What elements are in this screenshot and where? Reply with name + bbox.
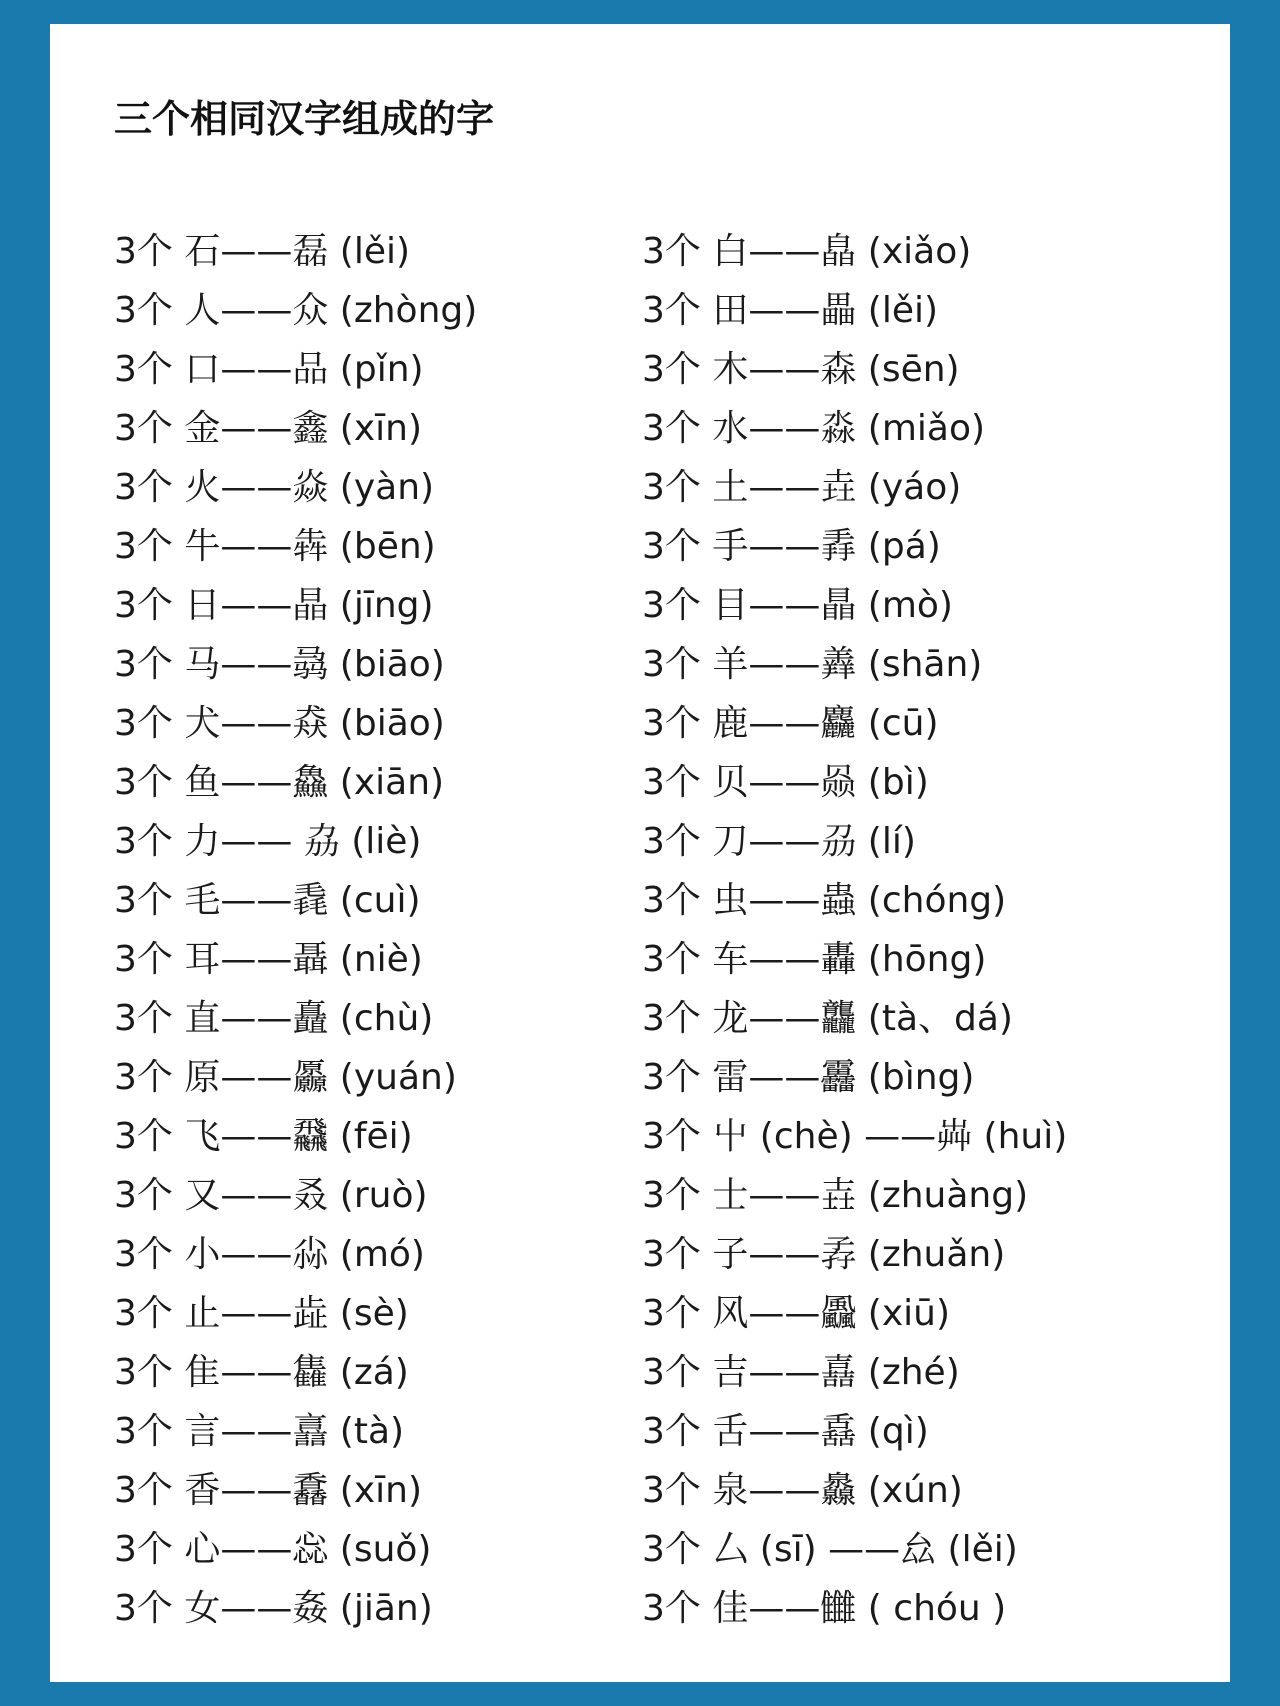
character-entry: 3个 原——厵 (yuán) (114, 1057, 457, 1098)
character-entry: 3个 飞——飝 (fēi) (114, 1116, 413, 1157)
character-entry: 3个 牛——犇 (bēn) (114, 526, 436, 567)
character-entry: 3个 石——磊 (lěi) (114, 231, 411, 272)
character-entry: 3个 隹——雥 (zá) (114, 1352, 409, 1393)
character-entry: 3个 心——惢 (suǒ) (114, 1529, 432, 1570)
character-entry: 3个 刀——刕 (lí) (642, 821, 916, 862)
character-entry: 3个 龙——龘 (tà、dá) (642, 998, 1013, 1039)
content-card (50, 24, 1230, 1682)
character-entry: 3个 白——皛 (xiǎo) (642, 231, 972, 272)
character-entry: 3个 佳——雦 ( chóu ) (642, 1588, 1007, 1629)
character-entry: 3个 鹿——麤 (cū) (642, 703, 939, 744)
character-entry: 3个 厶 (sī) ——厽 (lěi) (642, 1529, 1018, 1570)
character-entry: 3个 日——晶 (jīng) (114, 585, 434, 626)
character-entry: 3个 舌——舙 (qì) (642, 1411, 929, 1452)
character-entry: 3个 鱼——鱻 (xiān) (114, 762, 445, 803)
character-entry: 3个 吉——嚞 (zhé) (642, 1352, 960, 1393)
character-entry: 3个 人——众 (zhòng) (114, 290, 478, 331)
character-entry: 3个 木——森 (sēn) (642, 349, 960, 390)
character-entry: 3个 口——品 (pǐn) (114, 349, 424, 390)
character-entry: 3个 土——垚 (yáo) (642, 467, 962, 508)
character-entry: 3个 香——馫 (xīn) (114, 1470, 423, 1511)
character-entry: 3个 手——掱 (pá) (642, 526, 941, 567)
character-entry: 3个 直——矗 (chù) (114, 998, 434, 1039)
character-entry: 3个 贝——赑 (bì) (642, 762, 929, 803)
character-entry: 3个 金——鑫 (xīn) (114, 408, 423, 449)
character-entry: 3个 雷——靐 (bìng) (642, 1057, 975, 1098)
character-entry: 3个 水——淼 (miǎo) (642, 408, 986, 449)
character-entry: 3个 火——焱 (yàn) (114, 467, 435, 508)
character-entry: 3个 田——畾 (lěi) (642, 290, 939, 331)
column-right (642, 222, 1067, 1638)
character-entry: 3个 耳——聶 (niè) (114, 939, 423, 980)
character-entry: 3个 羊——羴 (shān) (642, 644, 983, 685)
character-entry: 3个 女——姦 (jiān) (114, 1588, 433, 1629)
character-entry: 3个 又——叒 (ruò) (114, 1175, 428, 1216)
page-title: 三个相同汉字组成的字 (114, 97, 495, 141)
character-entry: 3个 子——孨 (zhuǎn) (642, 1234, 1006, 1275)
character-entry: 3个 虫——蟲 (chóng) (642, 880, 1007, 921)
character-entry: 3个 马——骉 (biāo) (114, 644, 445, 685)
character-entry: 3个 泉——灥 (xún) (642, 1470, 963, 1511)
column-left (114, 222, 477, 1638)
character-entry: 3个 士——壵 (zhuàng) (642, 1175, 1029, 1216)
character-entry: 3个 止——歮 (sè) (114, 1293, 409, 1334)
character-entry: 3个 车——轟 (hōng) (642, 939, 987, 980)
character-entry: 3个 小——尛 (mó) (114, 1234, 425, 1275)
character-entry: 3个 屮 (chè) ——芔 (huì) (642, 1116, 1068, 1157)
character-entry: 3个 目——瞐 (mò) (642, 585, 953, 626)
character-entry: 3个 犬——猋 (biāo) (114, 703, 445, 744)
character-entry: 3个 毛——毳 (cuì) (114, 880, 421, 921)
character-entry: 3个 言——譶 (tà) (114, 1411, 405, 1452)
character-entry: 3个 风——飍 (xiū) (642, 1293, 951, 1334)
character-entry: 3个 力—— 劦 (liè) (114, 821, 422, 862)
